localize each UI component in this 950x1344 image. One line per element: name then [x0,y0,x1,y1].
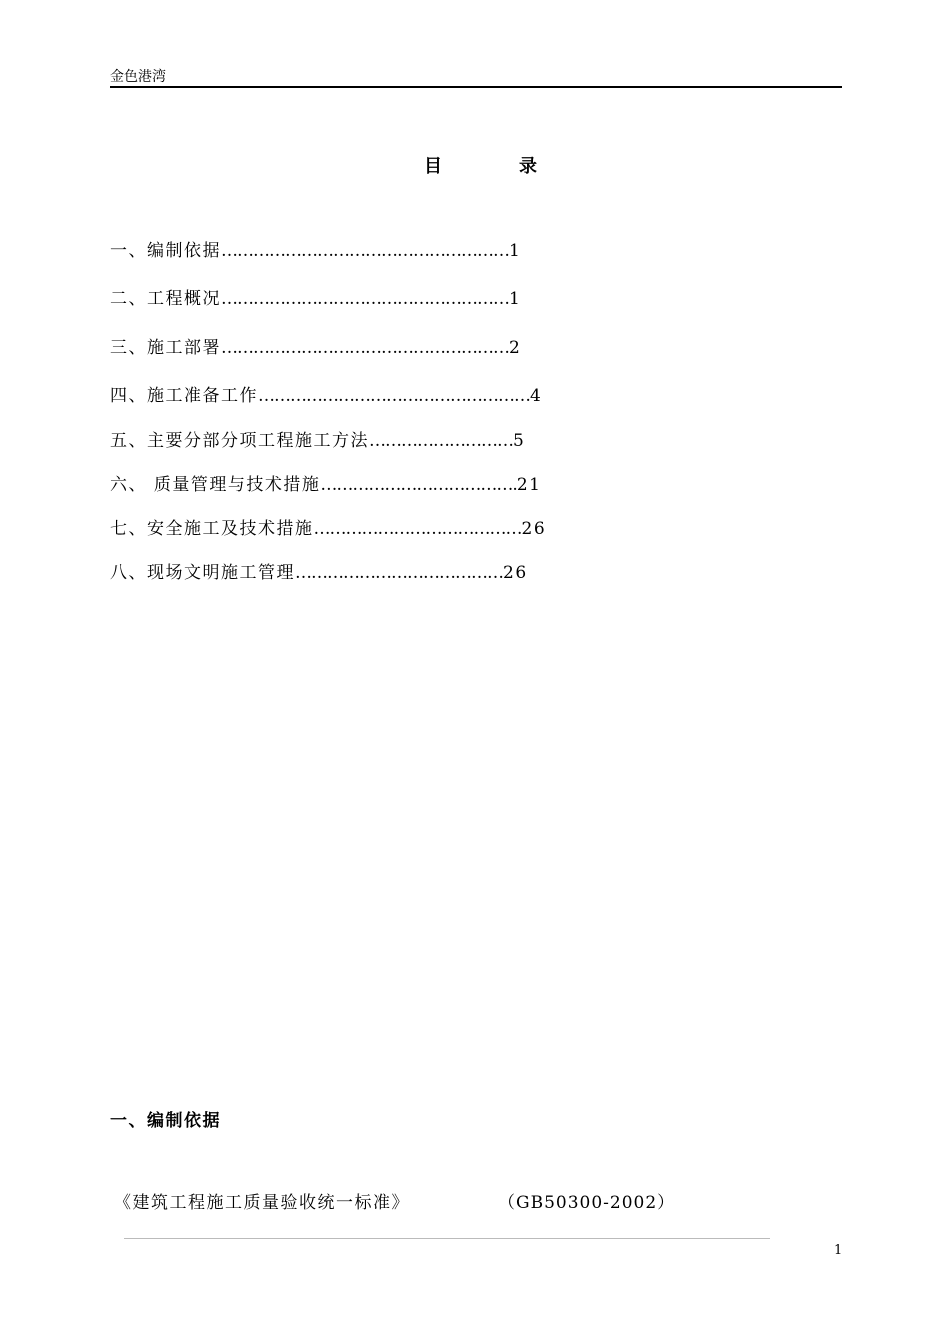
toc-entry-leader: ………………………………… [295,563,503,583]
toc-entry-page: 5 [513,431,526,451]
toc-entry[interactable] [110,284,521,309]
toc-entry-page: 26 [503,563,528,583]
toc-entry[interactable] [110,381,542,406]
toc-entry-leader: ……………………………………………… [221,241,509,261]
toc-entry-label: 一、编制依据 [110,241,221,261]
section-heading: 一、编制依据 [110,1111,221,1131]
toc-entry[interactable] [110,236,521,261]
toc-title-left: 目 [424,156,442,177]
standard-code: （GB50300-2002） [498,1193,676,1213]
toc-entry-label: 三、施工部署 [110,338,221,358]
toc-entry-page: 1 [509,241,522,261]
toc-entry-page: 2 [509,338,522,358]
toc-entry[interactable] [110,333,521,358]
toc-entry-label: 七、安全施工及技术措施 [110,519,314,539]
toc-entry-label: 六、 质量管理与技术措施 [110,475,321,495]
toc-entry-page: 26 [521,519,547,539]
toc-entry-page: 1 [509,289,522,309]
standard-name: 《建筑工程施工质量验收统一标准》 [114,1193,410,1213]
toc-entry-leader: ……………………………………………… [221,338,509,358]
toc-entry-leader: ………………………………… [313,519,522,539]
toc-entry[interactable] [110,470,541,495]
toc-entry-label: 二、工程概况 [110,289,221,309]
toc-entry[interactable] [110,514,546,539]
standard-reference [0,1188,950,1214]
toc-entry-leader: …………………………………………… [258,386,530,406]
toc-title [0,152,950,178]
toc-entry-leader: ………………………………. [320,475,517,495]
toc-entry-label: 四、施工准备工作 [110,386,258,406]
toc-entry-label: 五、主要分部分项工程施工方法 [110,431,369,451]
toc-title-right: 录 [519,156,537,177]
toc-entry-leader: ……………………………………………… [221,289,509,309]
footer-rule [124,1238,770,1239]
toc-entry-label: 八、现场文明施工管理 [110,563,295,583]
toc-entry-page: 4 [530,386,543,406]
running-header: 金色港湾 [110,69,166,85]
toc-entry-page: 21 [516,475,542,495]
toc-entry[interactable] [110,426,525,451]
header-rule [110,86,842,88]
page-number: 1 [834,1243,843,1258]
toc-entry-leader: ……………………… [369,431,513,451]
toc-entry[interactable] [110,558,528,583]
